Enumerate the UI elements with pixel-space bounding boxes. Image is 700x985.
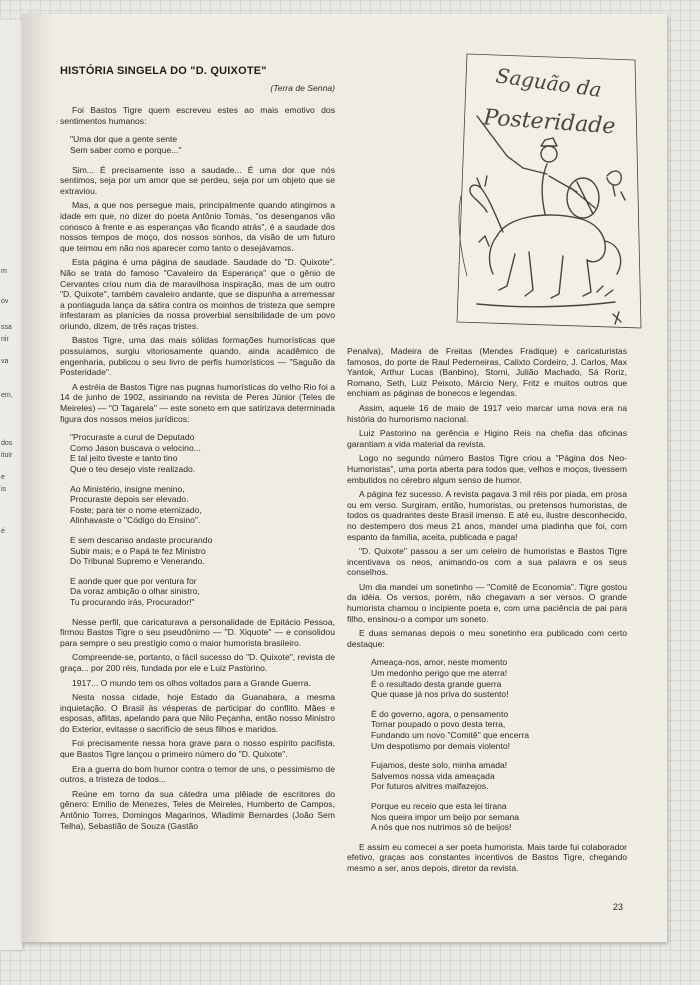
paragraph: Logo no segundo número Bastos Tigre criou a "Página dos Neo-Humoristas", uma porta aberta para todos que, velhos e moços, tivessem embutidos no cérebro algum senso de humor. xyxy=(347,453,627,485)
poem-line: Da voraz ambição o olhar sinistro, xyxy=(70,586,200,597)
poem-line: Salvemos nossa vida ameaçada xyxy=(371,770,495,781)
poem-line: Um despotismo por demais violento! xyxy=(371,740,510,751)
poem-stanza xyxy=(70,484,335,526)
left-fragment: dos xyxy=(1,440,13,447)
paragraph: Nesta nossa cidade, hoje Estado da Guanabara, a mesma inquietação. O Brasil às vésperas de participar do conflito. Mães e esposas, aflitas, apelando para que Nilo Peçanha, então nosso Ministro do Exterior, evitasse o sacrifício de seus filhos e maridos. xyxy=(60,692,335,734)
poem-stanza xyxy=(70,576,335,608)
left-fragment: e xyxy=(1,474,5,481)
poem-line: Foste; para ter o nome eternizado, xyxy=(70,504,202,515)
poem-line: Ameaça-nos, amor, neste momento xyxy=(371,657,508,668)
left-fragment: is xyxy=(1,486,7,493)
paragraph: A estréia de Bastos Tigre nas pugnas humorísticas do velho Rio foi a 14 de junho de 1902, assinando na revista de Peres Júnior (Teles de Meireles) — "O Tagarela" — este soneto em que satirizava determinada figura dos nossos meios jurídicos: xyxy=(60,381,335,424)
poem-stanza xyxy=(70,535,335,567)
poem-line: "Uma dor que a gente sente xyxy=(70,134,178,145)
left-fragment: ssa xyxy=(1,324,12,331)
paragraph: Penalva), Madeira de Freitas (Mendes Fradique) e caricaturistas famosos, do porte de Raul Pederneiras, Calixto Cordeiro, J. Carlos, Max Yantok, Arthur Lucas (Banbino), Storni, Julião Machado, Sá Roriz, Romano, Seth, Luiz Peixoto, Márcio Nery, Fritz e muitos outros que enchiam as páginas de bonecos e legendas. xyxy=(347,346,627,399)
poem xyxy=(70,134,335,155)
poem xyxy=(371,657,627,832)
magazine-page xyxy=(22,14,667,942)
paragraph: Nesse perfil, que caricaturava a personalidade de Epitácio Pessoa, firmou Bastos Tigre o seu pseudônimo — "D. Xiquote" — e consolidou para sempre o seu prestígio como o maior humorista brasileiro. xyxy=(60,616,335,648)
left-fragment: m xyxy=(1,268,7,275)
paragraph: Assim, aquele 16 de maio de 1917 veio marcar uma nova era na história do humorismo nacional. xyxy=(347,402,627,424)
article-source: (Terra de Senna) xyxy=(270,82,335,93)
poem-stanza xyxy=(371,760,627,792)
poem-line: A nós que nos nutrimos só de beijos! xyxy=(371,822,512,833)
poem-stanza xyxy=(371,657,627,699)
paragraph: Reúne em torno da sua cátedra uma plêiade de escritores do gênero: Emílio de Menezes, Teles de Meireles, Humberto de Campos, Antônio Torres, Domingos Magarinos, Wladimir Bernardes (João Sem Telha), Sebastião de Souza (Gastão xyxy=(60,788,335,831)
left-fragment: ituir xyxy=(1,452,13,459)
paragraph: Esta página é uma página de saudade. Saudade do "D. Quixote". Não se trata do famoso "Cavaleiro da Esperança" que o gênio de Cervantes criou num dia de maravilhosa inspiração, mas de um outro "D. Quixote", também cavaleiro andante, que se dispunha a arremessar a pontiaguda lança da sátira contra os moinhos de tristeza que sempre infestaram as planícies da nossa proverbial sensibilidade de um povo oriundo, dizem, de três raças tristes. xyxy=(60,257,335,331)
poem-line: Por futuros alvitres malfazejos. xyxy=(371,781,489,792)
poem-line: Nos queira impor um beijo por semana xyxy=(371,811,520,822)
left-fragment: nir xyxy=(1,336,9,343)
previous-page-edge xyxy=(0,20,22,950)
poem-line: É o resultado desta grande guerra xyxy=(371,678,502,689)
paragraph: 1917... O mundo tem os olhos voltados para a Grande Guerra. xyxy=(72,677,311,688)
poem-line: Do Tribunal Supremo e Venerando. xyxy=(70,556,205,567)
poem-line: Que quase já nos priva do sustento! xyxy=(371,689,509,700)
poem-line: Subir mais; e o Papá te fez Ministro xyxy=(70,545,206,556)
paragraph: Um dia mandei um sonetinho — "Comitê de Economia". Tigre gostou da idéia. Os versos, porém, não chegavam a ser versos. O grande humorista chamou o incipiente poeta e, com uma paciência de pai para filho, ensinou-o a compor um soneto. xyxy=(347,581,627,624)
poem-line: E tal jeito tiveste e tanto tino xyxy=(70,453,178,464)
paragraph: Era a guerra do bom humor contra o temor de uns, o pessimismo de outros, a tristeza de todos... xyxy=(60,763,335,785)
left-fragment: va xyxy=(1,358,9,365)
left-column xyxy=(60,66,335,831)
poem-line: E aonde quer que por ventura for xyxy=(70,575,197,586)
poem-line: Tornar poupado o povo desta terra, xyxy=(371,719,506,730)
saguao-da-posteridade-illustration xyxy=(437,46,647,336)
paragraph: Compreende-se, portanto, o fácil sucesso do "D. Quixote", revista de graça... por 200 réis, fundada por ele e Luiz Pastorino. xyxy=(60,652,335,673)
poem-line: "Procuraste a curul de Deputado xyxy=(70,432,195,443)
paragraph: Bastos Tigre, uma das mais sólidas formações humorísticas que possuíamos, surgiu vitoriosamente quando, ainda acadêmico de engenharia, publicou o seu livro de perfis humorísticos — "Saguão da Posteridade". xyxy=(60,335,335,378)
article-title: HISTÓRIA SINGELA DO "D. QUIXOTE" xyxy=(60,65,267,77)
illustration-title-line2: Posteridade xyxy=(482,105,617,140)
poem-line: É do governo, agora, o pensamento xyxy=(371,708,509,719)
paragraph: Mas, a que nos persegue mais, principalmente quando atingimos a idade em que, no dizer do poeta Antônio Tomás, "os desenganos vão conosco à frente e as esperanças vão ficando atrás", é a saudade dos nossos tempos de moço, dos nossos sonhos, da visão de um futuro que teimou em não nos aparecer como tanto o desejávamos. xyxy=(60,200,335,253)
paragraph: Foi Bastos Tigre quem escreveu estes ao mais emotivo dos sentimentos humanos: xyxy=(60,105,335,126)
paragraph: E duas semanas depois o meu sonetinho era publicado com certo destaque: xyxy=(347,628,627,649)
page-number: 23 xyxy=(612,902,623,912)
paragraph: "D. Quixote" passou a ser um celeiro de humoristas e Bastos Tigre incentivava os neos, animando-os com a sua palavra e os seus conselhos. xyxy=(347,546,627,578)
poem-line: Fujamos, deste solo, minha amada! xyxy=(371,760,508,771)
poem-line: E sem descanso andaste procurando xyxy=(70,534,213,545)
poem-stanza xyxy=(371,801,627,833)
left-fragment: é xyxy=(1,528,5,535)
poem-line: Sem saber como e porque..." xyxy=(70,144,182,155)
poem-line: Fundando um novo "Comitê" que encerra xyxy=(371,730,530,740)
paragraph: Sim... É precisamente isso a saudade... É uma dor que nós sentimos, seja por um amor que se perdeu, seja por um objeto que se extraviou. xyxy=(60,164,335,196)
poem-line: Procuraste depois ser elevado. xyxy=(70,494,189,505)
poem xyxy=(70,432,335,607)
poem-stanza xyxy=(70,134,335,155)
left-fragment: ov xyxy=(1,298,9,305)
poem-line: Porque eu receio que esta lei tirana xyxy=(371,800,507,811)
paragraph: E assim eu comecei a ser poeta humorista. Mais tarde fui colaborador efetivo, graças aos constantes incentivos de Bastos Tigre, chegando mesmo a ser, anos depois, diretor da revista. xyxy=(347,841,627,873)
left-fragment: em, xyxy=(1,392,13,399)
poem-line: Ao Ministério, insigne menino, xyxy=(70,483,185,494)
poem-stanza xyxy=(70,432,335,474)
paragraph: Foi precisamente nessa hora grave para o nosso espírito pacifista, que Bastos Tigre lançou o primeiro número do "D. Quixote". xyxy=(60,738,335,760)
left-column-body xyxy=(60,105,335,831)
right-column-body xyxy=(347,346,627,874)
poem-line: Alinhavaste o "Código do Ensino". xyxy=(70,515,201,526)
poem-line: Como Jason buscava o velocino... xyxy=(70,442,201,453)
paragraph: Luiz Pastorino na gerência e Higino Reis na chefia das oficinas garantiam a vida material da revista. xyxy=(347,428,627,449)
poem-stanza xyxy=(371,709,627,751)
right-column xyxy=(347,346,627,874)
paragraph: A página fez sucesso. A revista pagava 3 mil réis por piada, em prosa ou em verso. Surgiram, então, humoristas, ou pretensos humoristas, de todos os quadrantes deste Brasil imenso. E até eu, ilustre desconhecido, no destempero dos meus 21 anos, mandei uma piadinha que foi, com espanto da família, aceita, publicada e paga! xyxy=(347,489,627,542)
poem-line: Um medonho perigo que me aterra! xyxy=(371,668,508,679)
poem-line: Que o teu desejo viste realizado. xyxy=(70,464,196,474)
illustration-title-line1: Saguão da xyxy=(494,63,604,102)
poem-line: Tu procurando irás, Procurador!" xyxy=(70,596,195,607)
